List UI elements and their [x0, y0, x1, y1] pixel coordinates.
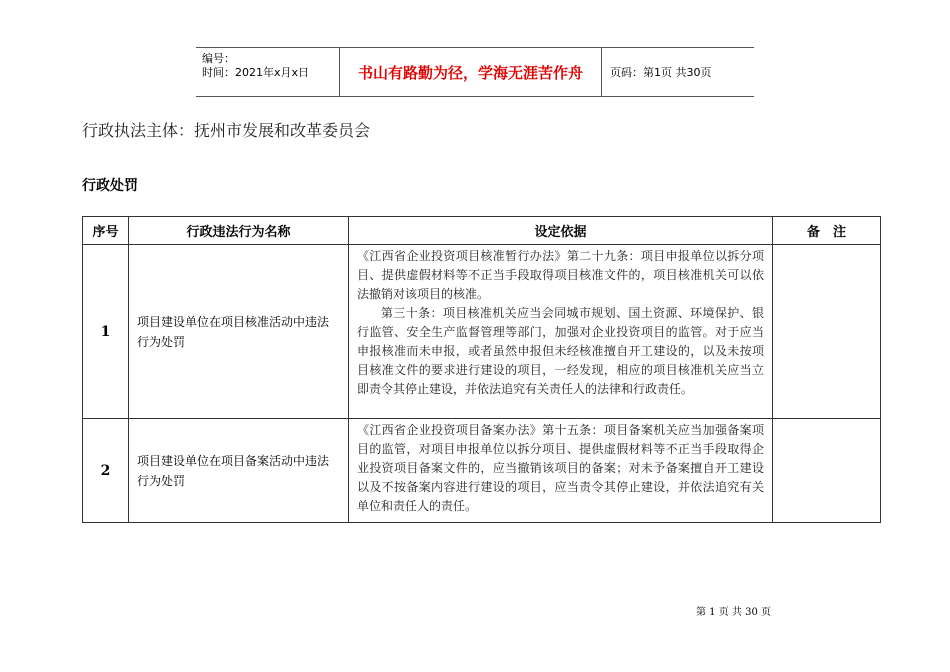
- table-row: [83, 419, 881, 523]
- header-page-label: 页码：第1页 共30页: [610, 66, 712, 79]
- header-basis: 设定依据: [349, 217, 773, 245]
- row-name: 项目建设单位在项目核准活动中违法行为处罚: [129, 245, 349, 419]
- row-name: 项目建设单位在项目备案活动中违法行为处罚: [129, 419, 349, 523]
- row-note: [773, 245, 881, 419]
- header-meta: [196, 48, 340, 96]
- header-motto: 书山有路勤为径，学海无涯苦作舟: [340, 48, 602, 96]
- penalty-table: [82, 216, 881, 523]
- table-header-row: [83, 217, 881, 245]
- row-no: 2: [83, 419, 129, 523]
- row-no: 1: [83, 245, 129, 419]
- header-no: 序号: [83, 217, 129, 245]
- header-note: 备 注: [773, 217, 881, 245]
- page-footer: 第 1 页 共 30 页: [696, 607, 771, 618]
- number-label: 编号：: [202, 52, 235, 65]
- row-basis: [349, 245, 773, 419]
- enforcement-authority: 行政执法主体：抚州市发展和改革委员会: [82, 121, 371, 140]
- table-row: [83, 245, 881, 419]
- header-name: 行政违法行为名称: [129, 217, 349, 245]
- basis-paragraph: 《江西省企业投资项目备案办法》第十五条：项目备案机关应当加强备案项目的监管，对项目申报单位以拆分项目、提供虚假材料等不正当手段取得企业投资项目备案文件的，应当撤销该项目的备案；对未予备案擅自开工建设以及不按备案内容进行建设的项目，应当责令其停止建设，并依法追究有关单位和责任人的责任。: [357, 423, 764, 513]
- page-header: [196, 47, 754, 97]
- row-note: [773, 419, 881, 523]
- row-basis: [349, 419, 773, 523]
- time-label: 时间：2021年x月x日: [202, 66, 310, 79]
- basis-paragraph: 《江西省企业投资项目核准暂行办法》第二十九条：项目申报单位以拆分项目、提供虚假材料等不正当手段取得项目核准文件的，项目核准机关可以依法撤销对该项目的核准。: [357, 249, 764, 301]
- basis-paragraph: 第三十条：项目核准机关应当会同城市规划、国土资源、环境保护、银行监管、安全生产监督管理等部门，加强对企业投资项目的监管。对于应当申报核准而未申报，或者虽然申报但未经核准擅自开工建设的，以及未按项目核准文件的要求进行建设的项目，一经发现，相应的项目核准机关应当立即责令其停止建设，并依法追究有关责任人的法律和行政责任。: [357, 306, 764, 396]
- section-title: 行政处罚: [82, 178, 138, 194]
